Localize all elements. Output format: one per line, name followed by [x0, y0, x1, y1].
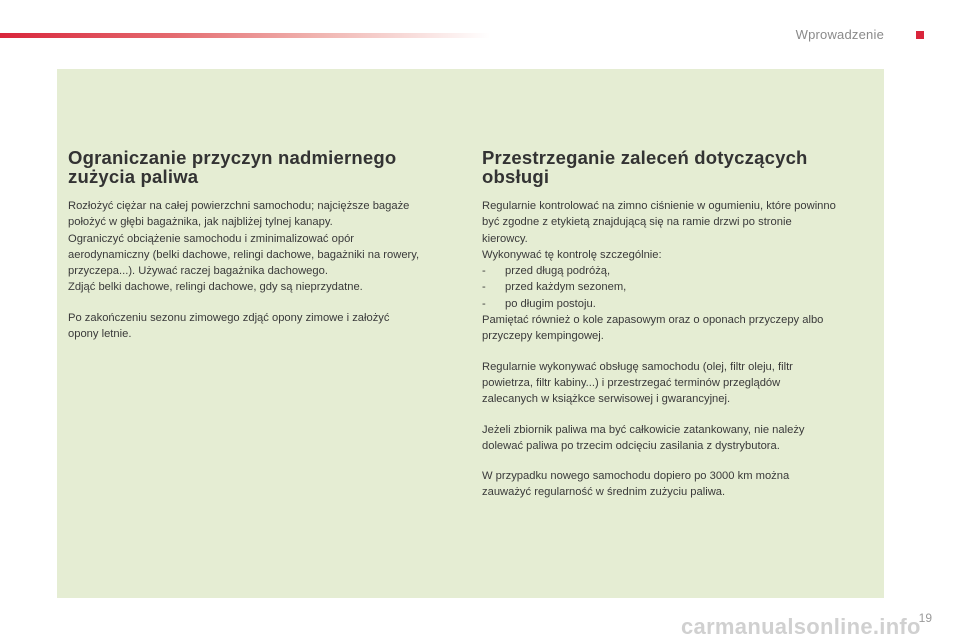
left-heading: Ograniczanie przyczyn nadmiernego zużycia paliwa [68, 147, 397, 187]
watermark: carmanualsonline.info [681, 614, 921, 639]
list-item: - przed długą podróżą, [482, 265, 611, 278]
left-paragraph-1: Rozłożyć ciężar na całej powierzchni samochodu; najcięższe bagaże położyć w głębi bagażnika, jak najbliżej tylnej kanapy. Ograniczyć obciążenie samochodu i zminimalizować opór aerodynamiczny (belki dachowe, relingi dachowe, bagażniki na rowery, przyczepa...). Używać raczej bagażnika dachowego. Zdjąć belki dachowe, relingi dachowe, gdy są nieprzydatne. [68, 200, 420, 294]
left-column [68, 148, 463, 342]
right-paragraph-3: Jeżeli zbiornik paliwa ma być całkowicie zatankowany, nie należy dolewać paliwa po trzecim odcięciu zasilania z dystrybutora. [482, 423, 805, 452]
right-paragraph-4: W przypadku nowego samochodu dopiero po 3000 km można zauważyć regularność w średnim zużyciu paliwa. [482, 470, 790, 499]
right-paragraph-1: Regularnie kontrolować na zimno ciśnienie w ogumieniu, które powinno być zgodne z etykietą znajdującą się na ramie drzwi po stronie kierowcy. Wykonywać tę kontrolę szczególnie: [482, 200, 836, 261]
header-accent-bar [0, 33, 490, 38]
page-number: 19 [918, 611, 932, 625]
right-paragraph-1-end: Pamiętać również o kole zapasowym oraz o oponach przyczepy albo przyczepy kempingowej. [482, 314, 824, 343]
left-paragraph-2: Po zakończeniu sezonu zimowego zdjąć opony zimowe i założyć opony letnie. [68, 311, 390, 341]
right-column [482, 148, 877, 501]
section-title: Wprowadzenie [795, 27, 884, 42]
right-paragraph-2: Regularnie wykonywać obsługę samochodu (olej, filtr oleju, filtr powietrza, filtr kabiny...) i przestrzegać terminów przeglądów zalecanych w książkce serwisowej i gwarancyjnej. [482, 360, 793, 406]
section-marker [916, 31, 924, 39]
list-item: - po długim postoju. [482, 297, 596, 310]
right-heading: Przestrzeganie zaleceń dotyczących obsługi [482, 147, 808, 187]
list-item: - przed każdym sezonem, [482, 281, 627, 294]
